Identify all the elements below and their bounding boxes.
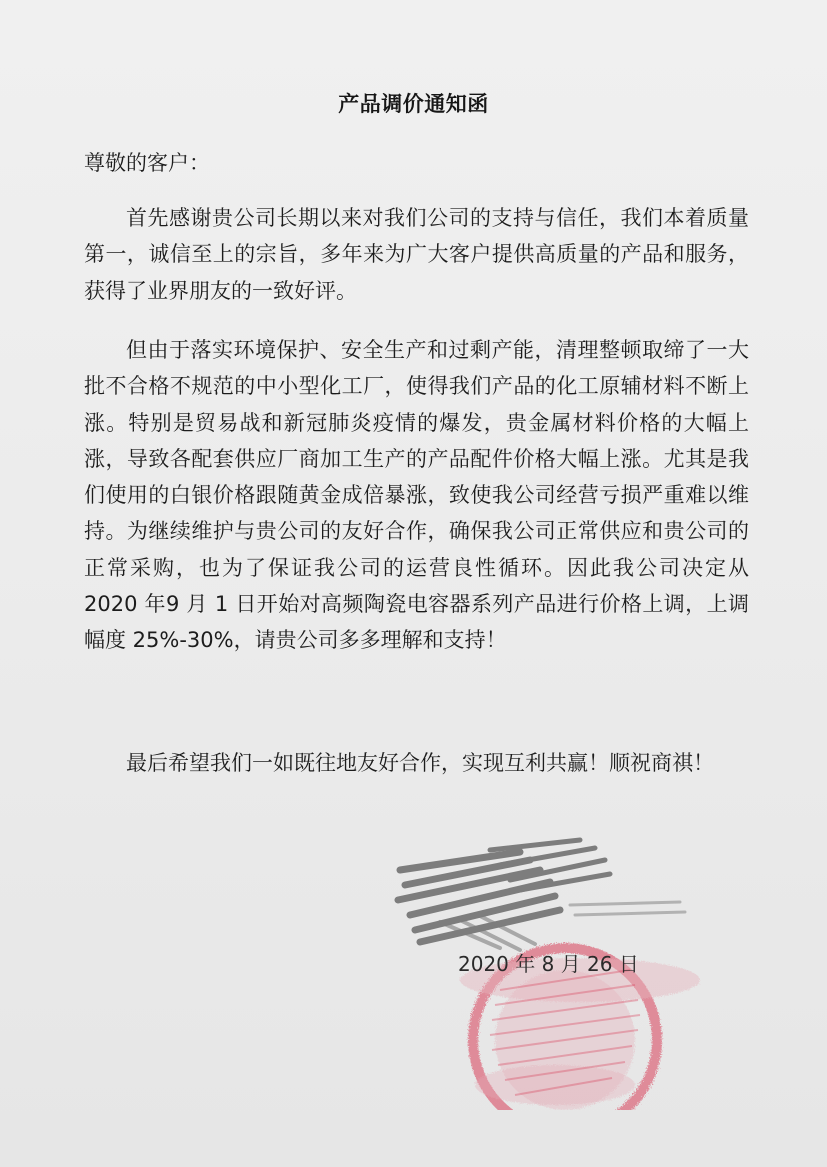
body-paragraph-3: 最后希望我们一如既往地友好合作，实现互利共赢！顺祝商祺！ [126, 751, 714, 775]
redaction-scribble [398, 840, 685, 950]
letter-date: 2020 年 8 月 26 日 [458, 952, 639, 976]
salutation: 尊敬的客户： [84, 151, 210, 175]
body-paragraph-1: 首先感谢贵公司长期以来对我们公司的支持与信任，我们本着质量第一，诚信至上的宗旨，多年来为广大客户提供高质量的产品和服务，获得了业界朋友的一致好评。 [84, 206, 749, 303]
letter-title: 产品调价通知函 [338, 92, 489, 116]
body-paragraph-2: 但由于落实环境保护、安全生产和过剩产能，清理整顿取缔了一大批不合格不规范的中小型化工厂，使得我们产品的化工原辅材料不断上涨。特别是贸易战和新冠肺炎疫情的爆发，贵金属材料价格的大幅上涨，导致各配套供应厂商加工生产的产品配件价格大幅上涨。尤其是我们使用的白银价格跟随黄金成倍暴涨，致使我公司经营亏损严重难以维持。为继续维护与贵公司的友好合作，确保我公司正常供应和贵公司的正常采购，也为了保证我公司的运营良性循环。因此我公司决定从 2020 年9 月 1 日开始对高频陶瓷电容器系列产品进行价格上调，上调幅度 25%-30%，请贵公司多多理解和支持！ [84, 338, 749, 653]
